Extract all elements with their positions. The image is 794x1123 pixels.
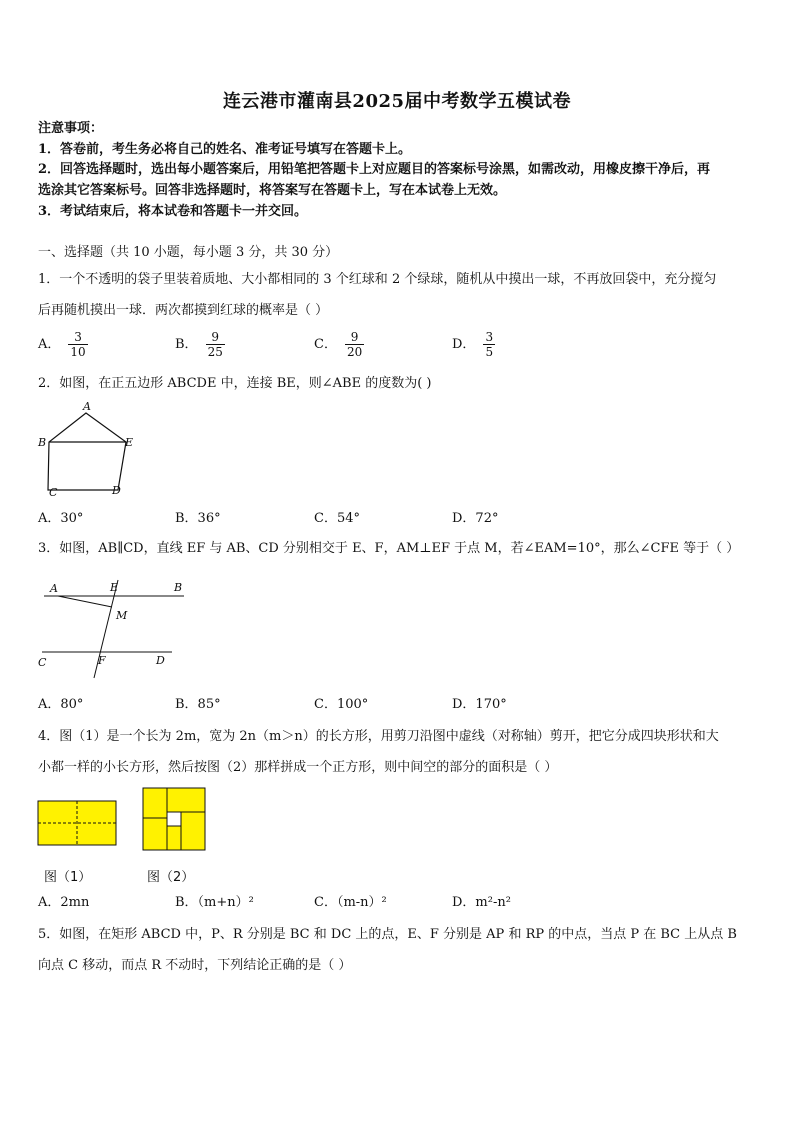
fraction [483, 330, 495, 359]
label-c: C [49, 486, 58, 499]
numerator: 3 [485, 330, 494, 344]
option-label: D． [452, 337, 476, 352]
q1-line-2: 后再随机摸出一球．两次都摸到红球的概率是（ ） [38, 303, 329, 318]
fig2-caption: 图（2） [147, 870, 195, 885]
option-label: A． [38, 337, 61, 352]
numerator: 9 [345, 330, 364, 345]
q3-option-d: D．170° [452, 697, 507, 712]
label-e: E [110, 581, 119, 594]
numerator: 9 [206, 330, 225, 345]
label-b: B [38, 436, 47, 449]
q1-option-a [38, 330, 88, 359]
denominator: 20 [346, 345, 363, 359]
notice-item-2-line-2: 选涂其它答案标号。回答非选择题时，将答案写在答题卡上，写在本试卷上无效。 [38, 183, 507, 198]
q3-parallel-lines-figure [36, 574, 188, 682]
fraction [206, 330, 225, 359]
q1-line-1: 1．一个不透明的袋子里装着质地、大小都相同的 3 个红球和 2 个绿球，随机从中摸出一球，不再放回袋中，充分搅匀 [38, 272, 717, 287]
q5-line-1: 5．如图，在矩形 ABCD 中，P、R 分别是 BC 和 DC 上的点，E、F 分别是 AP 和 RP 的中点，当点 P 在 BC 上从点 B [38, 927, 737, 942]
pentagon [48, 413, 126, 490]
q4-figure-1-rectangle [36, 798, 120, 850]
center-hole [167, 812, 181, 826]
label-d: D [156, 654, 165, 667]
q5-line-2: 向点 C 移动，而点 R 不动时，下列结论正确的是（ ） [38, 958, 352, 973]
q1-option-c [314, 330, 364, 359]
q4-option-d: D．m²-n² [452, 895, 511, 910]
q4-option-b: B．（m+n）² [175, 895, 254, 910]
q1-option-b [175, 330, 225, 359]
label-a: A [83, 400, 91, 413]
q3-option-b: B．85° [175, 697, 221, 712]
fraction [68, 330, 87, 359]
notice-heading: 注意事项： [38, 121, 104, 136]
denominator: 10 [70, 345, 86, 359]
q2-option-a: A．30° [38, 511, 84, 526]
fraction [345, 330, 364, 359]
label-c: C [38, 656, 47, 669]
option-label: B． [175, 337, 198, 352]
q3-option-c: C．100° [314, 697, 369, 712]
notice-item-1: 1．答卷前，考生务必将自己的姓名、准考证号填写在答题卡上。 [38, 142, 412, 157]
segment-am [58, 596, 112, 607]
label-b: B [174, 581, 183, 594]
q4-option-c: C．（m-n）² [314, 895, 387, 910]
fig1-caption: 图（1） [44, 870, 92, 885]
section-heading: 一、选择题（共 10 小题，每小题 3 分，共 30 分） [38, 245, 339, 260]
notice-item-2-line-1: 2．回答选择题时，选出每小题答案后，用铅笔把答题卡上对应题目的答案标号涂黑，如需改动，用橡皮擦干净后，再 [38, 162, 711, 177]
q2-option-b: B．36° [175, 511, 221, 526]
label-a: A [50, 582, 58, 595]
q4-line-2: 小都一样的小长方形，然后按图（2）那样拼成一个正方形，则中间空的部分的面积是（ ） [38, 760, 558, 775]
q4-line-1: 4．图（1）是一个长为 2m，宽为 2n（m＞n）的长方形，用剪刀沿图中虚线（对称轴）剪开，把它分成四块形状和大 [38, 729, 719, 744]
label-e: E [125, 436, 134, 449]
q2-pentagon-figure [36, 400, 136, 500]
page-title: 连云港市灌南县2025届中考数学五模试卷 [222, 91, 572, 112]
q2-option-c: C．54° [314, 511, 360, 526]
denominator: 25 [207, 345, 223, 359]
label-m: M [116, 609, 128, 622]
q4-option-a: A．2mn [38, 895, 90, 910]
q1-option-d [452, 330, 495, 359]
denominator: 5 [485, 345, 494, 359]
notice-item-3: 3．考试结束后，将本试卷和答题卡一并交回。 [38, 204, 308, 219]
q4-figure-2-square [141, 786, 207, 852]
label-d: D [112, 484, 121, 497]
q3-option-a: A．80° [38, 697, 84, 712]
q3-line-1: 3．如图，AB∥CD，直线 EF 与 AB、CD 分别相交于 E、F，AM⊥EF 于点 M，若∠EAM=10°，那么∠CFE 等于（ ） [38, 541, 740, 556]
label-f: F [98, 654, 106, 667]
q2-line-1: 2．如图，在正五边形 ABCDE 中，连接 BE，则∠ABE 的度数为( ) [38, 376, 432, 391]
q2-option-d: D．72° [452, 511, 499, 526]
option-label: C． [314, 337, 337, 352]
numerator: 3 [68, 330, 87, 345]
